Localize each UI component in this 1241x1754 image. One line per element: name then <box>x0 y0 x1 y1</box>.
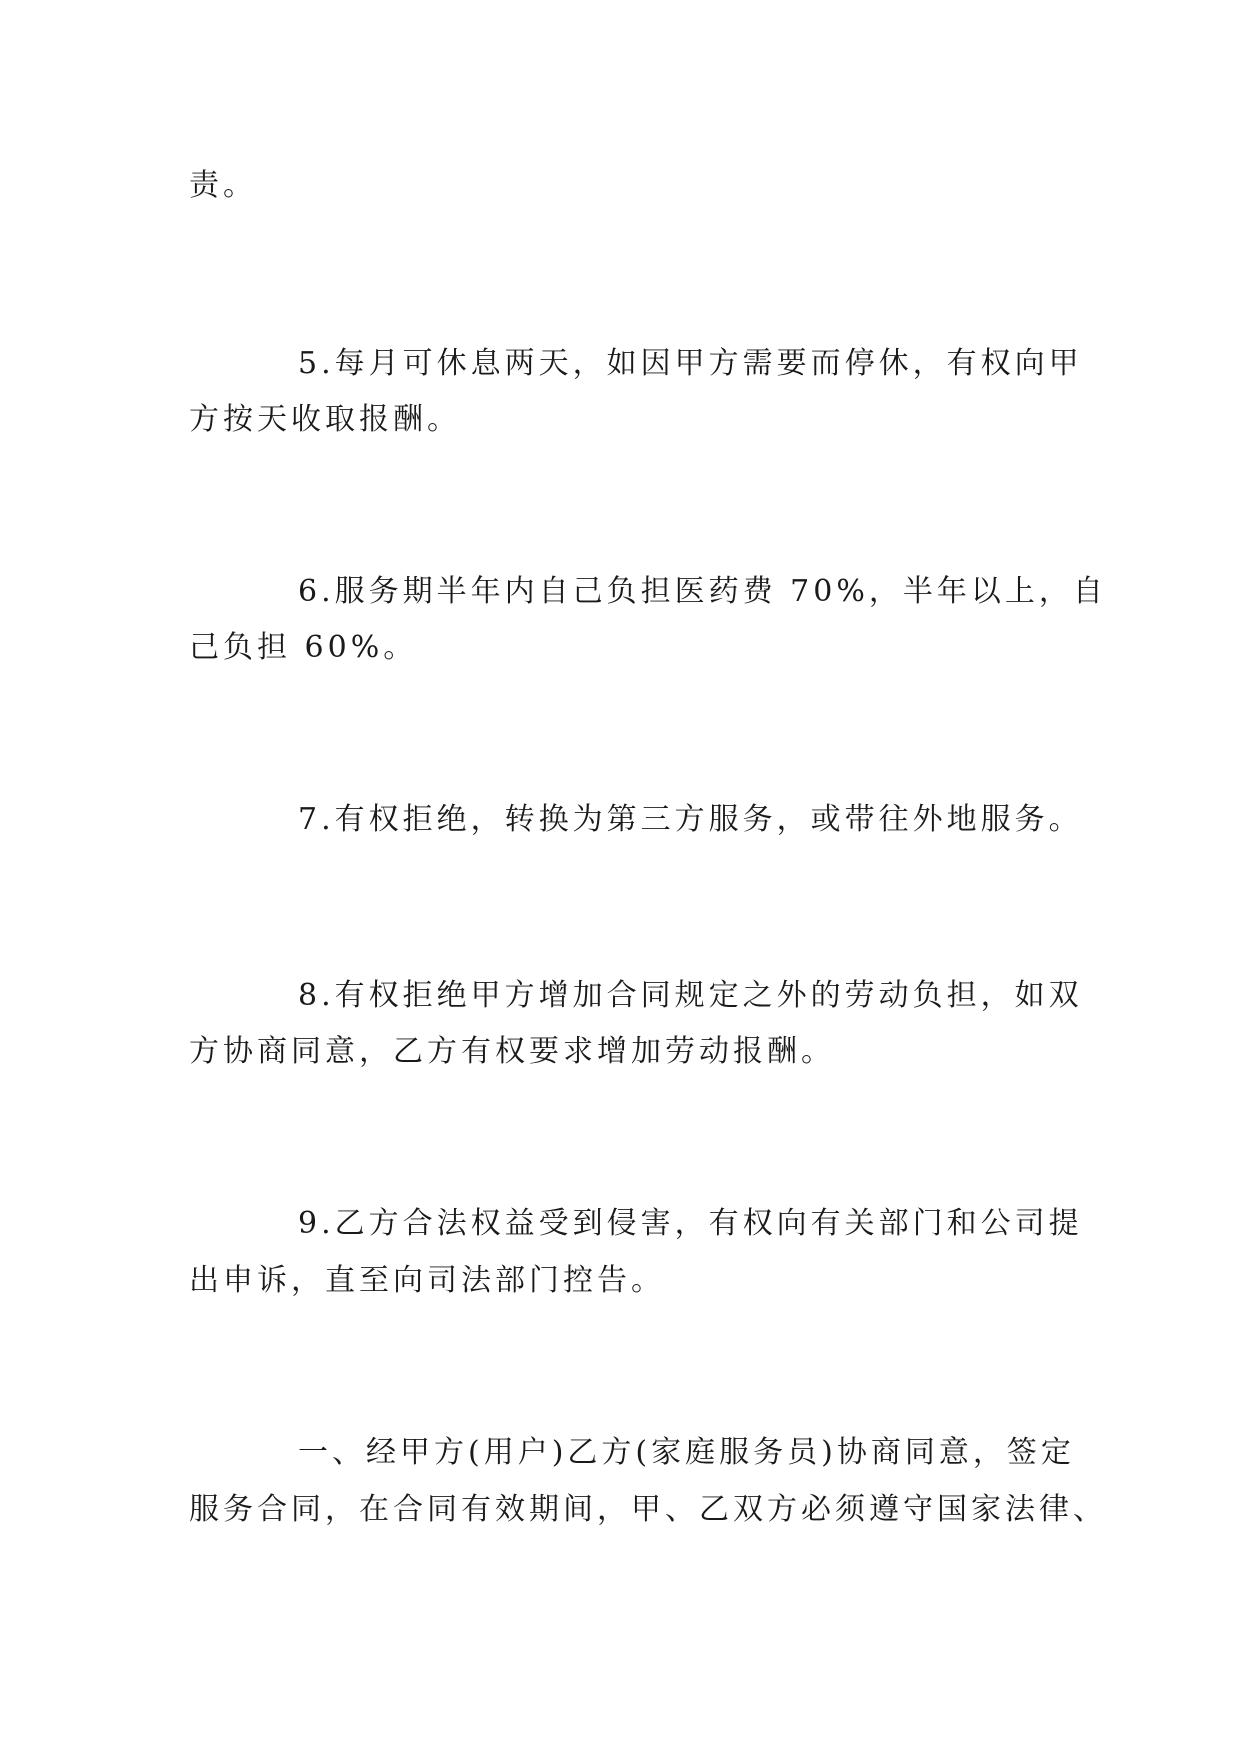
clause-8-line-2: 方协商同意，乙方有权要求增加劳动报酬。 <box>189 1034 835 1069</box>
clause-5-line-2: 方按天收取报酬。 <box>189 402 461 437</box>
clause-8-line-1: 8.有权拒绝甲方增加合同规定之外的劳动负担，如双 <box>298 978 1083 1013</box>
clause-7-line-1: 7.有权拒绝，转换为第三方服务，或带往外地服务。 <box>298 802 1083 837</box>
clause-9-line-1: 9.乙方合法权益受到侵害，有权向有关部门和公司提 <box>298 1206 1083 1241</box>
paragraph-continuation-line: 责。 <box>189 168 257 203</box>
section-1-line-2: 服务合同，在合同有效期间，甲、乙双方必须遵守国家法律、 <box>189 1492 1107 1527</box>
clause-9-line-2: 出申诉，直至向司法部门控告。 <box>189 1263 665 1298</box>
section-1-line-1: 一、经甲方(用户)乙方(家庭服务员)协商同意，签定 <box>298 1435 1075 1470</box>
clause-6-line-2: 己负担 60%。 <box>189 630 418 665</box>
clause-6-line-1: 6.服务期半年内自己负担医药费 70%，半年以上，自 <box>298 574 1107 609</box>
clause-5-line-1: 5.每月可休息两天，如因甲方需要而停休，有权向甲 <box>298 346 1083 381</box>
